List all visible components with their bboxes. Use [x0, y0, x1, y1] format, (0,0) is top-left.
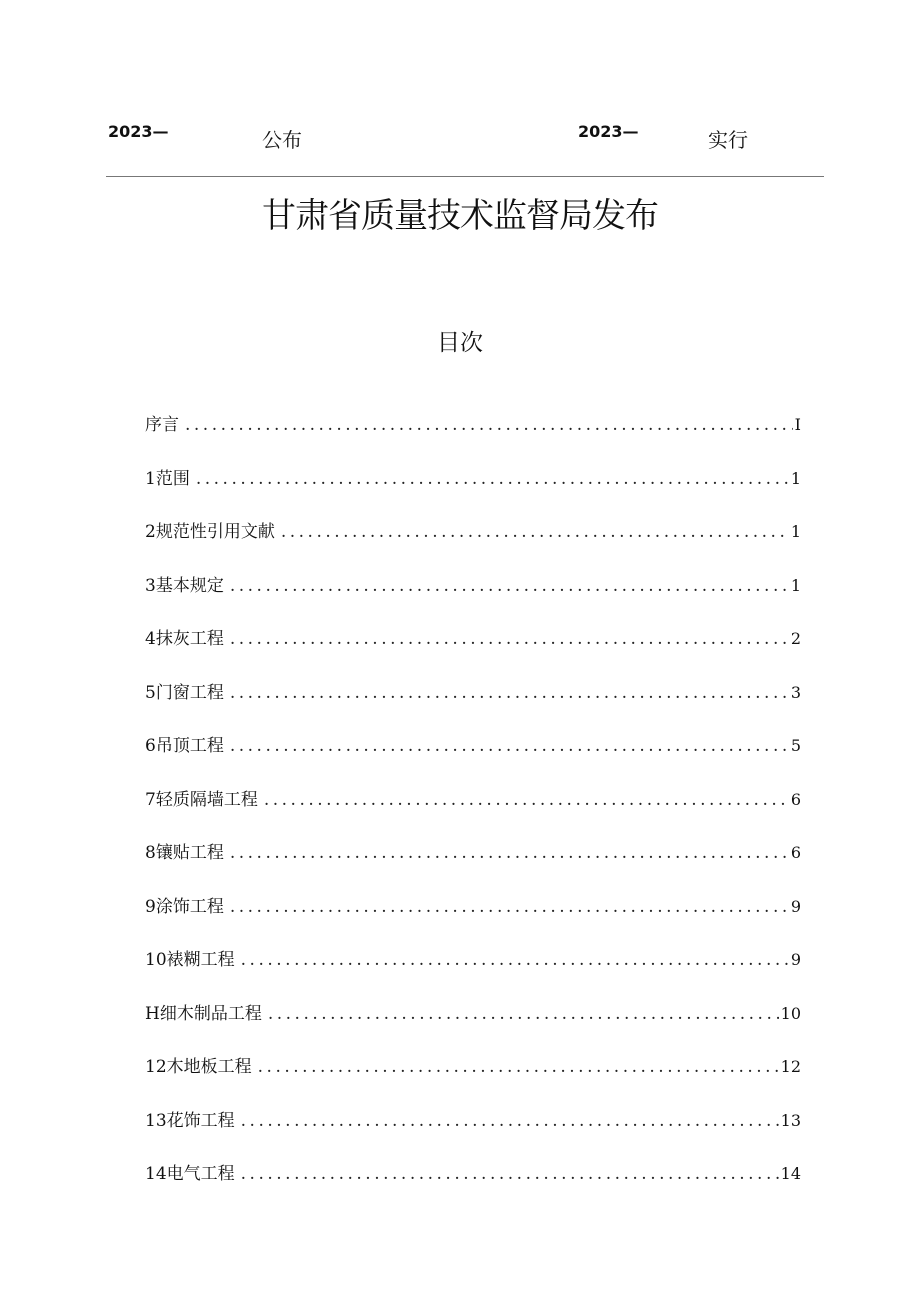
- header-divider: [106, 176, 824, 177]
- publish-label: 公布: [262, 128, 302, 152]
- toc-entry-label: 序言: [145, 415, 179, 435]
- issuer-title: 甘肃省质量技术监督局发布: [262, 196, 658, 236]
- toc-entry-label: 9涂饰工程: [145, 896, 224, 917]
- toc-leader-dots: [230, 897, 789, 917]
- toc-entry-label: 5门窗工程: [145, 682, 224, 703]
- toc-entry-page: 10: [780, 1003, 801, 1023]
- toc-leader-dots: [264, 790, 789, 810]
- toc-leader-dots: [230, 736, 789, 756]
- toc-entry-page: 6: [790, 843, 801, 862]
- effective-date: 2023—: [578, 122, 639, 141]
- toc-entry-page: 14: [780, 1164, 801, 1183]
- toc-entry-label: H细木制品工程: [145, 1003, 262, 1024]
- toc-entry-page: 12: [780, 1057, 801, 1076]
- toc-entry-label: 1范围: [145, 468, 190, 489]
- toc-entry-label: 13花饰工程: [145, 1110, 235, 1131]
- toc-leader-dots: [258, 1057, 779, 1077]
- toc-entry[interactable]: [145, 785, 801, 839]
- effective-label: 实行: [708, 128, 748, 152]
- toc-entry[interactable]: [145, 624, 801, 678]
- toc-leader-dots: [230, 629, 789, 649]
- toc-entry[interactable]: [145, 678, 801, 732]
- toc-entry-label: 2规范性引用文献: [145, 522, 275, 542]
- toc-entry[interactable]: [145, 892, 801, 946]
- toc-leader-dots: [230, 576, 789, 596]
- toc-entry-page: 1: [790, 468, 801, 488]
- toc-entry-label: 8镶贴工程: [145, 843, 224, 863]
- toc-leader-dots: [241, 950, 789, 970]
- toc-entry-page: 9: [790, 896, 801, 916]
- toc-entry-label: 3基本规定: [145, 575, 224, 596]
- toc-leader-dots: [281, 522, 789, 542]
- toc-entry-label: 10裱糊工程: [145, 950, 235, 970]
- toc-entry[interactable]: [145, 838, 801, 892]
- toc-entry-label: 6吊顶工程: [145, 736, 224, 756]
- toc-leader-dots: [185, 415, 793, 435]
- toc-entry-page: 2: [790, 629, 801, 648]
- toc-leader-dots: [241, 1164, 779, 1184]
- toc-entry[interactable]: [145, 945, 801, 999]
- toc-entry[interactable]: [145, 517, 801, 571]
- toc-entry[interactable]: [145, 464, 801, 518]
- toc-entry-label: 12木地板工程: [145, 1057, 252, 1077]
- publish-date: 2023—: [108, 122, 169, 141]
- toc-entry-page: 13: [780, 1110, 801, 1130]
- toc-entry[interactable]: [145, 731, 801, 785]
- toc-entry-page: 6: [790, 789, 801, 809]
- toc-leader-dots: [241, 1111, 779, 1131]
- toc-leader-dots: [230, 843, 789, 863]
- toc-entry[interactable]: [145, 1106, 801, 1160]
- toc-entry-page: 5: [790, 736, 801, 755]
- toc-entry-page: 3: [790, 682, 801, 702]
- table-of-contents: [145, 410, 801, 1213]
- toc-entry-label: 4抹灰工程: [145, 629, 224, 649]
- toc-leader-dots: [268, 1004, 779, 1024]
- toc-entry-label: 7轻质隔墙工程: [145, 789, 258, 810]
- toc-entry-page: 1: [790, 522, 801, 541]
- toc-entry[interactable]: [145, 1159, 801, 1213]
- toc-entry-page: I: [794, 415, 801, 434]
- toc-entry[interactable]: [145, 410, 801, 464]
- toc-entry-page: 9: [790, 950, 801, 969]
- toc-entry-page: 1: [790, 575, 801, 595]
- toc-entry[interactable]: [145, 999, 801, 1053]
- date-line: [0, 122, 920, 152]
- toc-entry-label: 14电气工程: [145, 1164, 235, 1184]
- toc-leader-dots: [230, 683, 789, 703]
- toc-entry[interactable]: [145, 1052, 801, 1106]
- toc-title: 目次: [437, 330, 483, 356]
- toc-leader-dots: [196, 469, 789, 489]
- toc-entry[interactable]: [145, 571, 801, 625]
